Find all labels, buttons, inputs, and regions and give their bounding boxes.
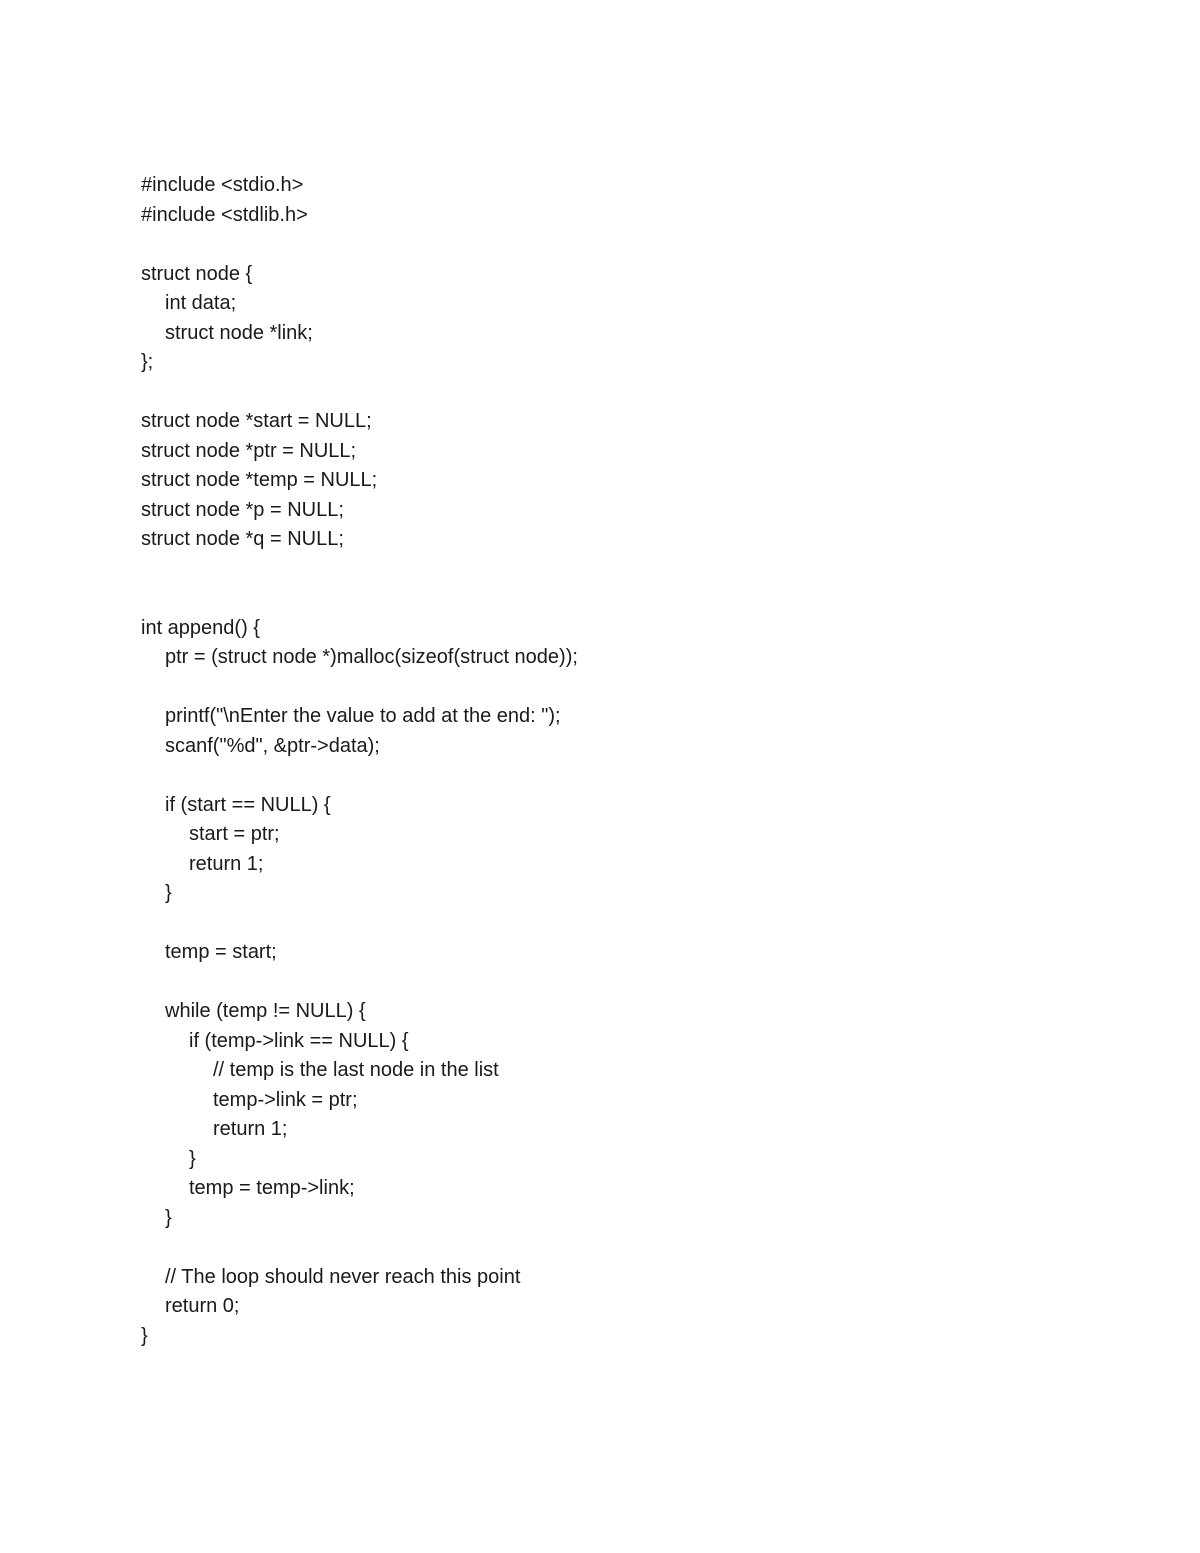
code-line: temp->link = ptr; (213, 1088, 358, 1111)
blank-line (141, 1233, 1141, 1263)
code-line: temp = temp->link; (189, 1177, 355, 1199)
code-line: int append() { (141, 616, 260, 639)
blank-line (141, 968, 1141, 998)
code-line: return 0; (165, 1295, 240, 1317)
code-line: } (165, 882, 172, 904)
code-line: return 1; (189, 852, 264, 875)
code-line: struct node *p = NULL; (141, 498, 344, 521)
code-line: } (165, 1206, 172, 1229)
code-listing (141, 171, 1141, 1351)
code-line: struct node *ptr = NULL; (141, 439, 357, 462)
blank-line (141, 555, 1141, 585)
code-line: struct node *start = NULL; (141, 410, 372, 432)
code-line: if (start == NULL) { (165, 793, 331, 816)
blank-line (141, 230, 1141, 260)
blank-line (141, 673, 1141, 703)
code-line: struct node { (141, 262, 253, 285)
code-line: scanf("%d", &ptr->data); (165, 734, 380, 757)
code-line: } (141, 1324, 148, 1347)
blank-line (141, 378, 1141, 408)
code-line: while (temp != NULL) { (165, 1000, 366, 1022)
code-line: ptr = (struct node *)malloc(sizeof(struct node)); (165, 646, 578, 668)
code-line: return 1; (213, 1118, 288, 1140)
code-line: start = ptr; (189, 823, 280, 845)
code-line: int data; (165, 292, 237, 314)
code-comment: // The loop should never reach this point (165, 1265, 521, 1288)
blank-line (141, 584, 1141, 614)
code-line: temp = start; (165, 941, 277, 963)
blank-line (141, 909, 1141, 939)
code-line: struct node *temp = NULL; (141, 469, 378, 491)
code-line: #include <stdio.h> (141, 174, 304, 196)
code-line: #include <stdlib.h> (141, 203, 308, 226)
code-line: } (189, 1147, 196, 1170)
code-line: printf("\nEnter the value to add at the end: "); (165, 705, 561, 727)
code-line: }; (141, 351, 154, 373)
code-comment: // temp is the last node in the list (213, 1059, 499, 1081)
code-line: struct node *link; (165, 321, 313, 344)
code-line: if (temp->link == NULL) { (189, 1029, 409, 1052)
code-line: struct node *q = NULL; (141, 528, 344, 550)
blank-line (141, 761, 1141, 791)
